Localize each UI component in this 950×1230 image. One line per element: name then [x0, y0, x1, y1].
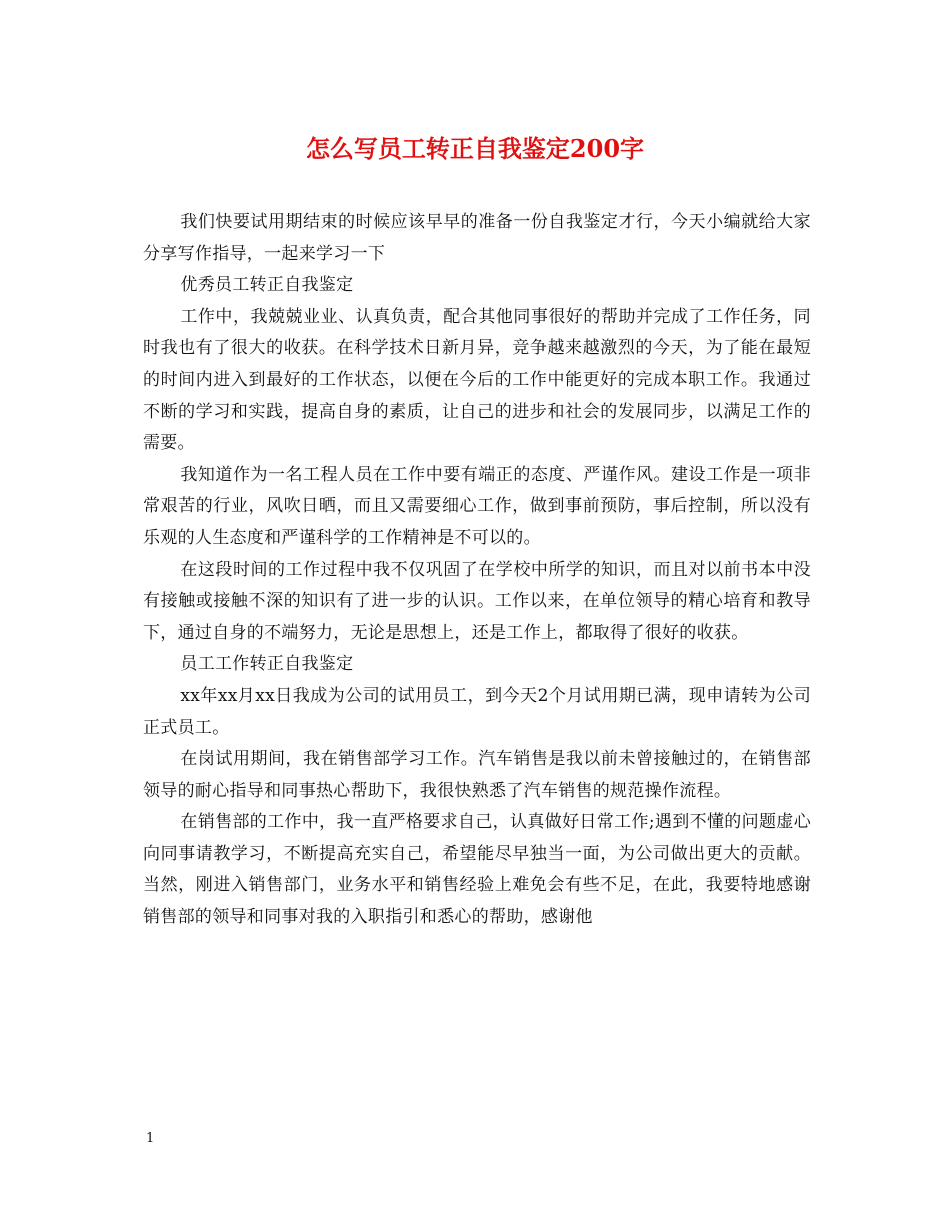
paragraph-intro: 我们快要试用期结束的时候应该早早的准备一份自我鉴定才行，今天小编就给大家分享写作指导，一起来学习一下: [143, 212, 811, 264]
page-number: 1: [146, 1131, 155, 1146]
paragraph: xx年xx月xx日我成为公司的试用员工，到今天2个月试用期已满，现申请转为公司正式员工。: [143, 685, 811, 738]
section-heading-employee: 员工工作转正自我鉴定: [180, 654, 354, 675]
paragraph: 我知道作为一名工程人员在工作中要有端正的态度、严谨作风。建设工作是一项非常艰苦的行业，风吹日晒，而且又需要细心工作，做到事前预防，事后控制，所以没有乐观的人生态度和严谨科学的工作精神是不可以的。: [143, 464, 811, 548]
document-body: [143, 207, 811, 934]
paragraph: 在岗试用期间，我在销售部学习工作。汽车销售是我以前未曾接触过的，在销售部领导的耐心指导和同事热心帮助下，我很快熟悉了汽车销售的规范操作流程。: [143, 749, 811, 801]
paragraph: 在这段时间的工作过程中我不仅巩固了在学校中所学的知识，而且对以前书本中没有接触或接触不深的知识有了进一步的认识。工作以来，在单位领导的精心培育和教导下，通过自身的不端努力，无论是思想上，还是工作上，都取得了很好的收获。: [143, 559, 811, 643]
paragraph: 在销售部的工作中，我一直严格要求自己，认真做好日常工作;遇到不懂的问题虚心向同事请教学习，不断提高充实自己，希望能尽早独当一面，为公司做出更大的贡献。当然，刚进入销售部门，业务水平和销售经验上难免会有些不足，在此，我要特地感谢销售部的领导和同事对我的入职指引和悉心的帮助，感谢他: [143, 812, 811, 928]
section-heading-excellent: 优秀员工转正自我鉴定: [180, 275, 354, 296]
paragraph: 工作中，我兢兢业业、认真负责，配合其他同事很好的帮助并完成了工作任务，同时我也有了很大的收获。在科学技术日新月异，竞争越来越激烈的今天，为了能在最短的时间内进入到最好的工作状态，以便在今后的工作中能更好的完成本职工作。我通过不断的学习和实践，提高自身的素质，让自己的进步和社会的发展同步，以满足工作的需要。: [143, 306, 811, 454]
document-title: 怎么写员工转正自我鉴定200字: [305, 134, 645, 163]
